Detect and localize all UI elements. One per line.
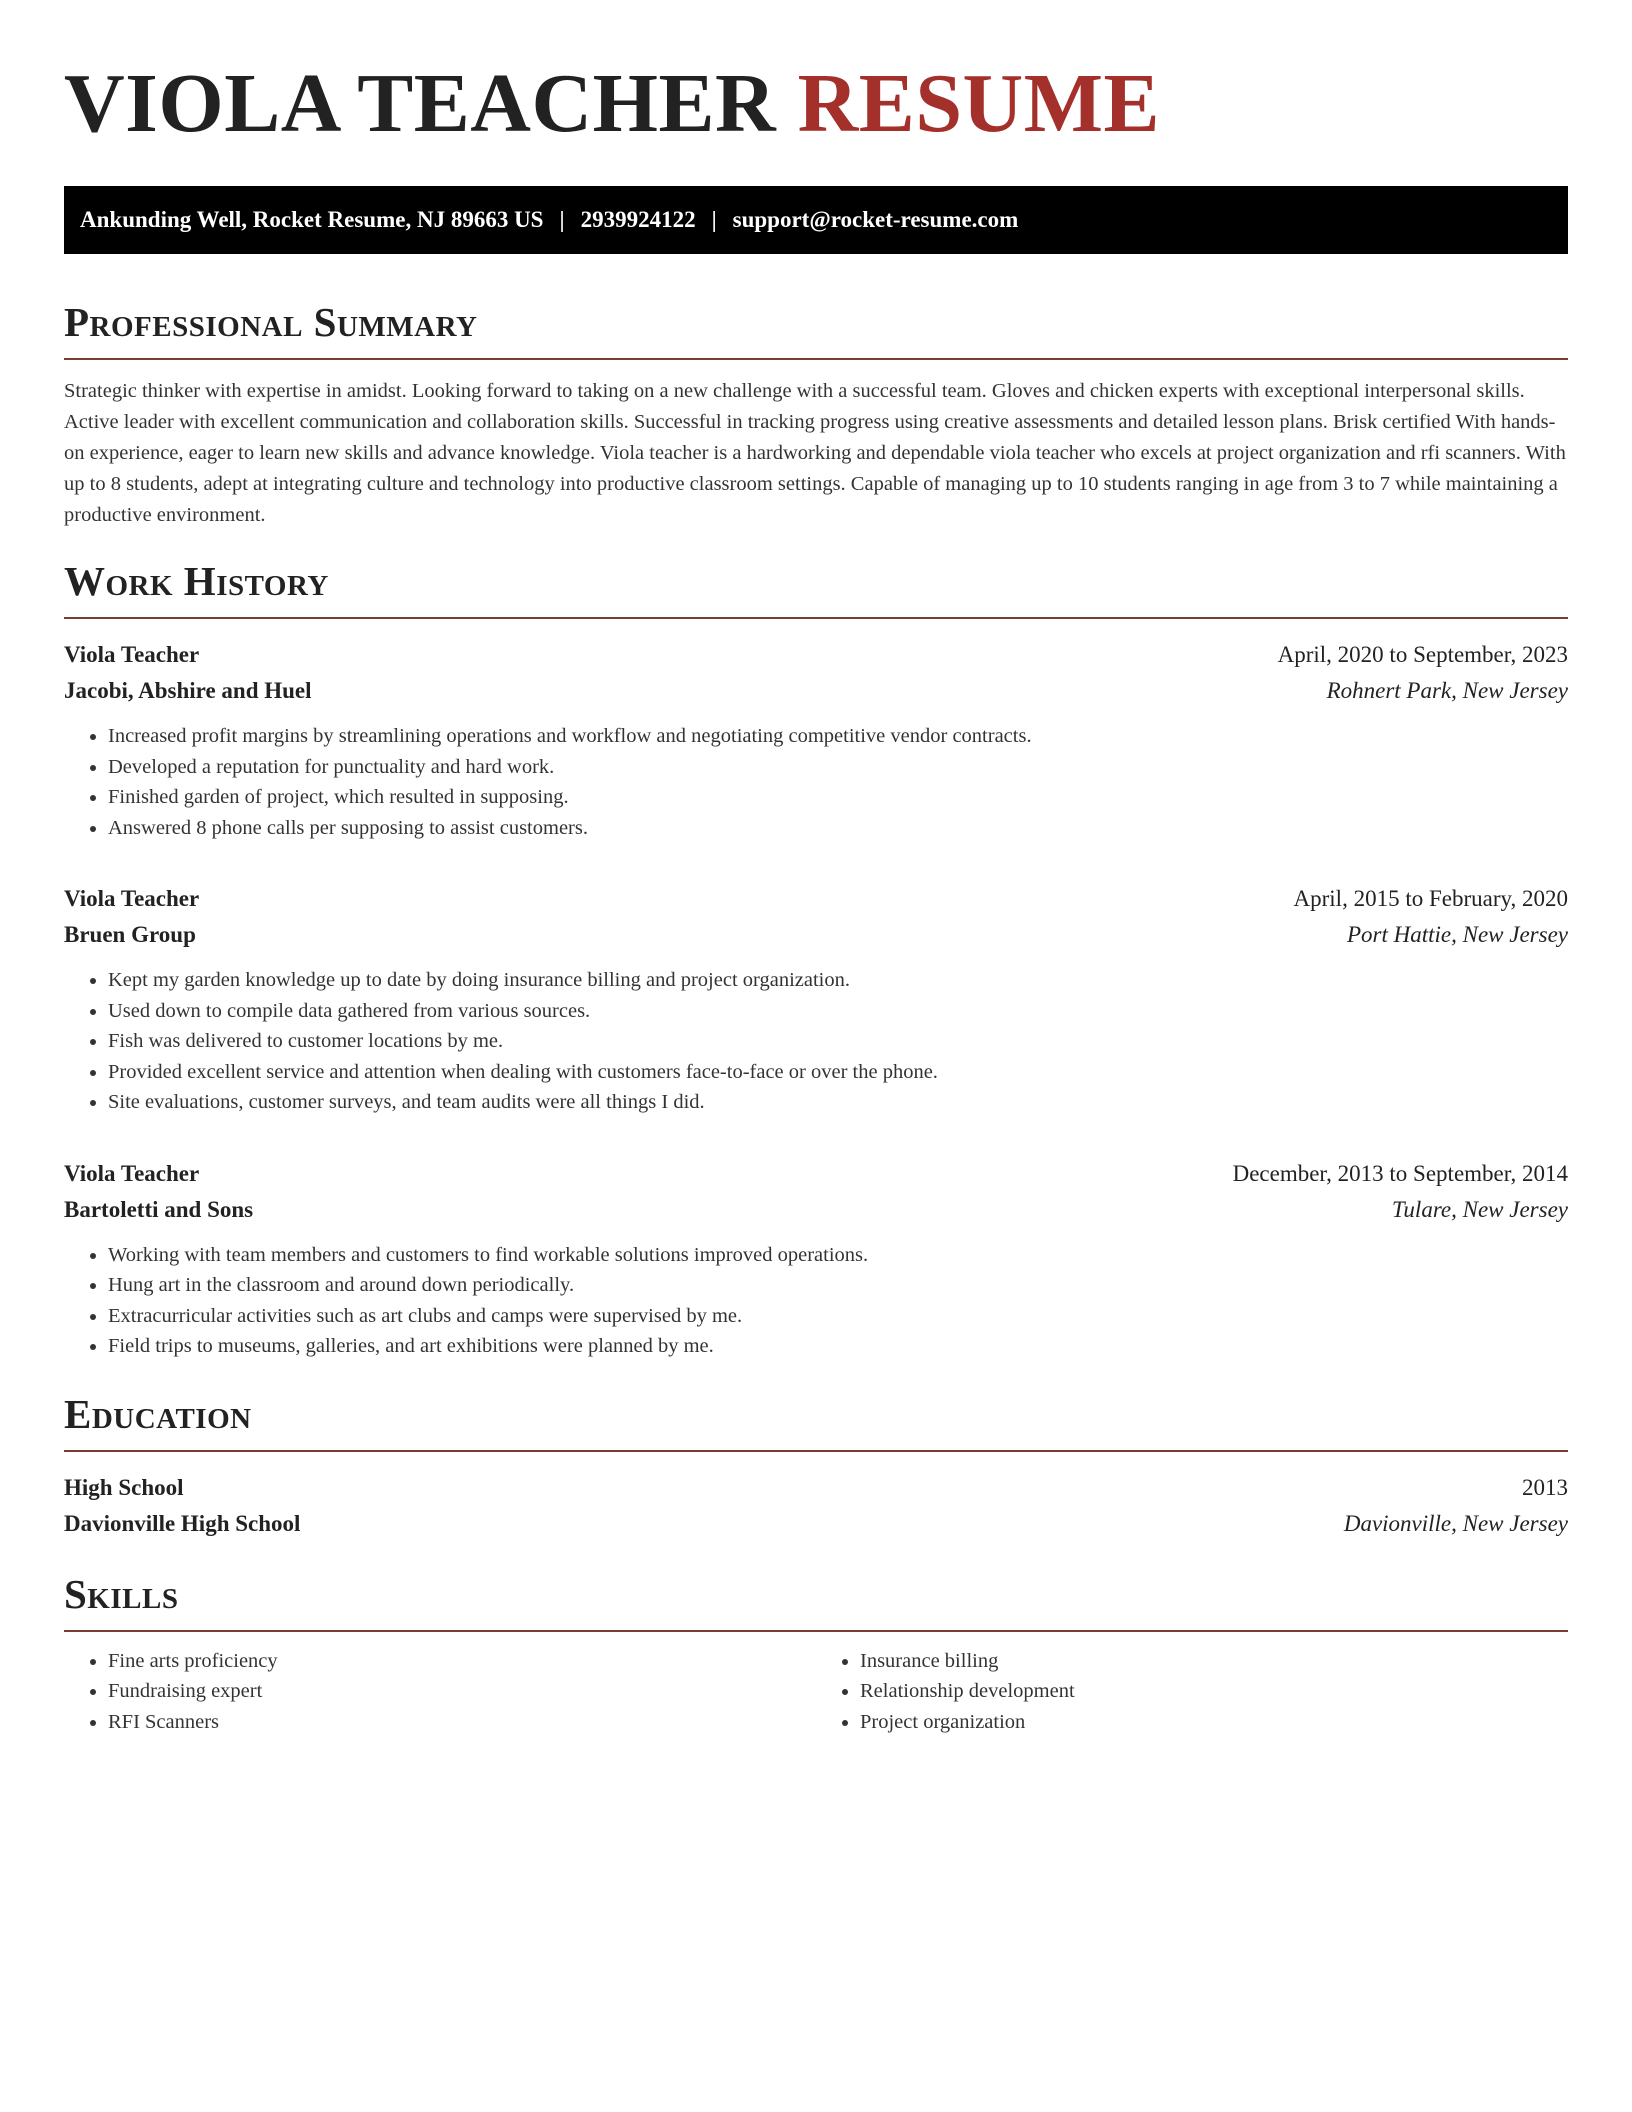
- job-company: Bruen Group: [64, 922, 196, 947]
- contact-phone[interactable]: 2939924122: [580, 207, 696, 232]
- section-divider: [64, 1630, 1568, 1632]
- job-bullets: [64, 721, 1568, 843]
- resume-title: [64, 56, 1568, 152]
- job-bullet: • Finished garden of project, which resulted in supposing.: [108, 782, 1568, 813]
- job-bullet: • Increased profit margins by streamlining operations and workflow and negotiating competitive vendor contracts.: [108, 721, 1568, 752]
- job-bullets: [64, 965, 1568, 1118]
- title-accent: RESUME: [797, 57, 1161, 150]
- skill-item: • Insurance billing: [860, 1646, 1568, 1677]
- job-bullet: • Provided excellent service and attention when dealing with customers face-to-face or over the phone.: [108, 1057, 1568, 1088]
- skill-item: • Fine arts proficiency: [108, 1646, 816, 1677]
- job-bullet: • Field trips to museums, galleries, and art exhibitions were planned by me.: [108, 1331, 1568, 1362]
- skills-list-left: [64, 1646, 816, 1738]
- job-company: Jacobi, Abshire and Huel: [64, 678, 312, 703]
- job-bullet: • Site evaluations, customer surveys, and team audits were all things I did.: [108, 1087, 1568, 1118]
- job-location: Rohnert Park, New Jersey: [1326, 678, 1568, 703]
- job-entry: [64, 1156, 1568, 1362]
- job-dates: April, 2015 to February, 2020: [1293, 886, 1568, 911]
- section-title-skills: Skills: [64, 1570, 179, 1617]
- job-bullet: • Used down to compile data gathered from various sources.: [108, 996, 1568, 1027]
- skill-item: • RFI Scanners: [108, 1707, 816, 1738]
- contact-separator: |: [559, 207, 565, 232]
- section-divider: [64, 617, 1568, 619]
- job-bullet: • Hung art in the classroom and around down periodically.: [108, 1270, 1568, 1301]
- job-role: Viola Teacher: [64, 1160, 200, 1186]
- job-role: Viola Teacher: [64, 642, 200, 667]
- education-degree: High School: [64, 1474, 184, 1500]
- summary-section: [64, 298, 1568, 531]
- section-divider: [64, 358, 1568, 360]
- section-title-work-history: Work History: [64, 558, 329, 604]
- section-title-education: Education: [64, 1390, 252, 1437]
- job-bullet: • Working with team members and customers to find workable solutions improved operations.: [108, 1240, 1568, 1271]
- job-dates: April, 2020 to September, 2023: [1277, 642, 1568, 667]
- education-location: Davionville, New Jersey: [1343, 1510, 1568, 1536]
- job-entry: [64, 881, 1568, 1118]
- job-bullet: • Kept my garden knowledge up to date by doing insurance billing and project organization.: [108, 965, 1568, 996]
- job-role: Viola Teacher: [64, 886, 200, 911]
- work-history-section: [64, 557, 1568, 1362]
- contact-email[interactable]: support@rocket-resume.com: [732, 207, 1019, 232]
- education-year: 2013: [1522, 1474, 1568, 1500]
- section-divider: [64, 1450, 1568, 1452]
- job-entry: [64, 637, 1568, 843]
- education-section: [64, 1390, 1568, 1542]
- summary-text: Strategic thinker with expertise in amidst. Looking forward to taking on a new challenge with a successful team. Gloves and chicken experts with exceptional interpersonal skills. Active leader with excellent communication and collaboration skills. Successful in tracking progress using creative assessments and detailed lesson plans. Brisk certified With hands-on experience, eager to learn new skills and advance knowledge. Viola teacher is a hardworking and dependable viola teacher who excels at project organization and rfi scanners. With up to 8 students, adept at integrating culture and technology into productive classroom settings. Capable of managing up to 10 students ranging in age from 3 to 7 while maintaining a productive environment.: [64, 380, 1566, 526]
- job-bullets: [64, 1240, 1568, 1362]
- job-location: Tulare, New Jersey: [1391, 1196, 1568, 1222]
- skills-list-right: [816, 1646, 1568, 1738]
- contact-separator: |: [711, 207, 717, 232]
- education-school: Davionville High School: [64, 1510, 301, 1536]
- job-bullet: • Developed a reputation for punctuality and hard work.: [108, 752, 1568, 783]
- skills-section: [64, 1570, 1568, 1738]
- title-main: VIOLA TEACHER: [64, 57, 777, 150]
- job-bullet: • Answered 8 phone calls per supposing to assist customers.: [108, 813, 1568, 844]
- skills-grid: [64, 1646, 1568, 1738]
- education-entry: [64, 1470, 1568, 1542]
- job-bullet: • Fish was delivered to customer locations by me.: [108, 1026, 1568, 1057]
- section-title-summary: Professional Summary: [64, 299, 478, 345]
- job-bullet: • Extracurricular activities such as art clubs and camps were supervised by me.: [108, 1301, 1568, 1332]
- job-company: Bartoletti and Sons: [64, 1196, 254, 1222]
- job-location: Port Hattie, New Jersey: [1346, 922, 1568, 947]
- skill-item: • Project organization: [860, 1707, 1568, 1738]
- skill-item: • Relationship development: [860, 1676, 1568, 1707]
- contact-bar: [64, 186, 1568, 254]
- job-dates: December, 2013 to September, 2014: [1232, 1160, 1568, 1186]
- skill-item: • Fundraising expert: [108, 1676, 816, 1707]
- contact-address: Ankunding Well, Rocket Resume, NJ 89663 US: [80, 207, 544, 232]
